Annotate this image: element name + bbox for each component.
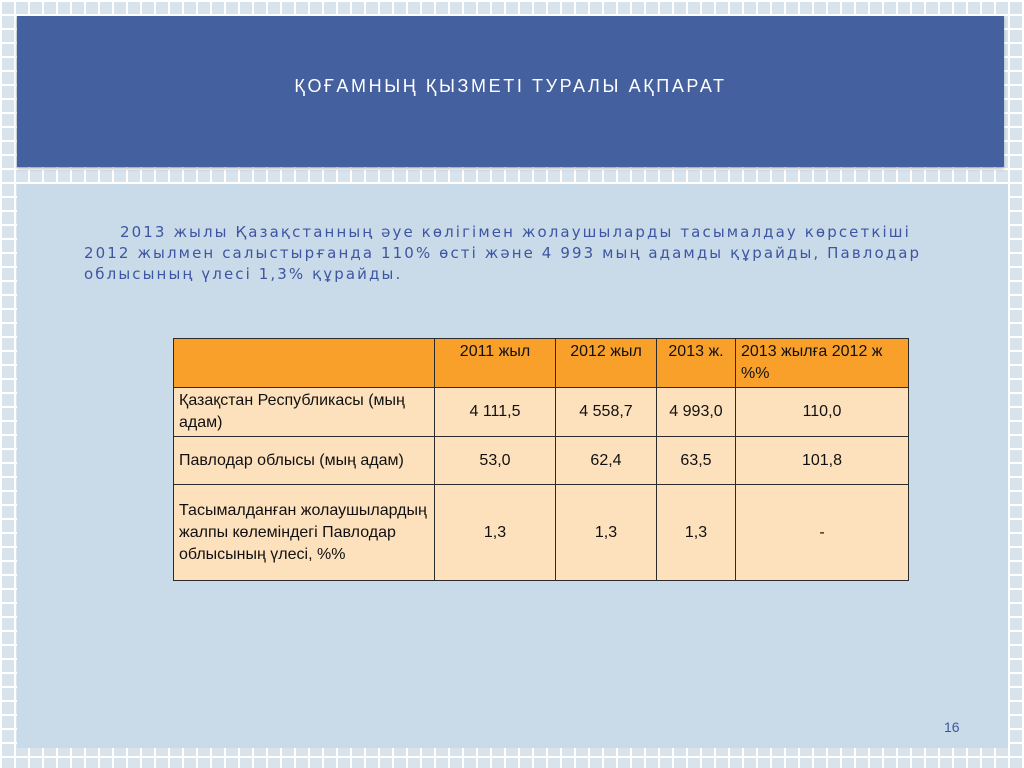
data-table [173, 338, 909, 581]
row-label: Павлодар облысы (мың адам) [174, 437, 435, 485]
table-cell: 101,8 [736, 437, 909, 485]
header-cell-2011: 2011 жыл [435, 339, 556, 388]
table-cell: 1,3 [556, 485, 657, 581]
table-cell: - [736, 485, 909, 581]
header-cell-percent: 2013 жылға 2012 ж %% [736, 339, 909, 388]
page-number: 16 [944, 719, 960, 735]
table-cell: 4 993,0 [657, 388, 736, 437]
table-cell: 1,3 [435, 485, 556, 581]
table-cell: 4 558,7 [556, 388, 657, 437]
table-cell: 63,5 [657, 437, 736, 485]
table-row [174, 485, 909, 581]
row-label: Қазақстан Республикасы (мың адам) [174, 388, 435, 437]
table-cell: 62,4 [556, 437, 657, 485]
table-cell: 1,3 [657, 485, 736, 581]
row-label: Тасымалданған жолаушылардың жалпы көлеміндегі Павлодар облысының үлесі, %% [174, 485, 435, 581]
header-cell-empty [174, 339, 435, 388]
table-cell: 53,0 [435, 437, 556, 485]
table-cell: 4 111,5 [435, 388, 556, 437]
header-cell-2012: 2012 жыл [556, 339, 657, 388]
table-header-row [174, 339, 909, 388]
table-row [174, 437, 909, 485]
table-row [174, 388, 909, 437]
header-cell-2013: 2013 ж. [657, 339, 736, 388]
table-cell: 110,0 [736, 388, 909, 437]
slide-title: ҚОҒАМНЫҢ ҚЫЗМЕТІ ТУРАЛЫ АҚПАРАТ [294, 76, 727, 96]
title-banner [17, 16, 1004, 167]
body-paragraph: 2013 жылы Қазақстанның әуе көлігімен жолаушыларды тасымалдау көрсеткіші 2012 жылмен салыстырғанда 110% өсті және 4 993 мың адамды құрайды, Павлодар облысының үлесі 1,3% құрайды. [84, 223, 922, 283]
